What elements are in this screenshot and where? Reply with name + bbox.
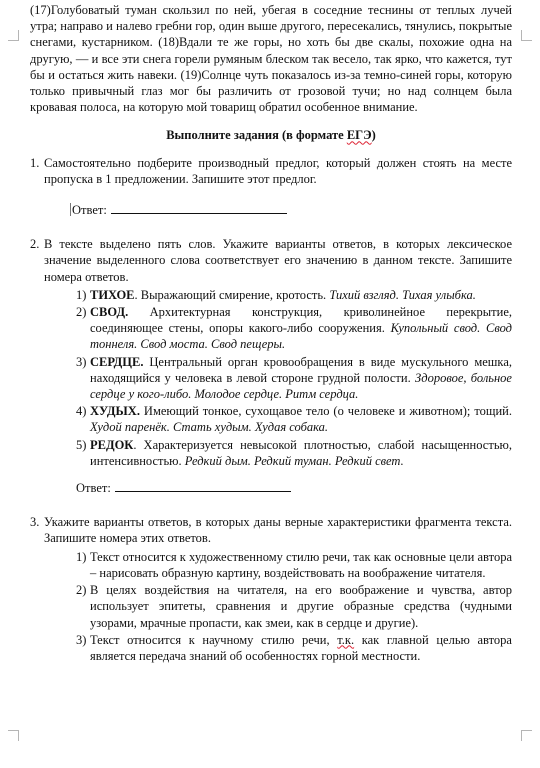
- option-number: 2): [76, 583, 87, 598]
- list-item: [76, 304, 512, 353]
- option-text: В целях воздействия на читателя, на его воображение и чувства, автор использует эпитеты, сравнения и другие образные средства (чудными узорами, мрачные пропасти, как змеи, как в сердце и другие).: [90, 583, 512, 630]
- option-text: [90, 403, 512, 435]
- option-examples: Редкий дым. Редкий туман. Редкий свет.: [184, 453, 404, 468]
- option-text: [90, 632, 512, 664]
- task-text: Самостоятельно подберите производный предлог, который должен стоять на месте пропуска в 1 предложении. Запишите этот предлог.: [44, 155, 512, 186]
- option-word: ТИХОЕ: [90, 287, 135, 302]
- option-text-after: как главной целью автора является передача знаний об особенностях горной местности.: [90, 632, 512, 663]
- option-number: 3): [76, 632, 87, 647]
- answer-blank[interactable]: [115, 479, 291, 492]
- option-text: Текст относится к художественному стилю речи, так как основные цели автора – нарисовать образную картину, воздействовать на воображение читателя.: [90, 549, 512, 580]
- option-number: 5): [76, 437, 87, 452]
- option-text: [90, 354, 512, 403]
- option-number: 3): [76, 354, 87, 369]
- heading-abbreviation: ЕГЭ: [346, 128, 372, 143]
- option-number: 2): [76, 305, 87, 320]
- task-number: 1.: [30, 155, 40, 170]
- answer-line-2[interactable]: [76, 479, 512, 496]
- list-item: [76, 354, 512, 403]
- task-body: [44, 155, 512, 231]
- answer-label: Ответ:: [72, 203, 107, 218]
- option-definition: Имеющий тонкое, сухощавое тело (о человеке и животном); тощий.: [139, 404, 512, 419]
- list-item: [76, 287, 512, 303]
- option-text-before: Текст относится к научному стилю речи,: [90, 632, 338, 647]
- answer-blank[interactable]: [111, 201, 287, 214]
- option-number: 4): [76, 404, 87, 419]
- option-word: СЕРДЦЕ.: [90, 354, 144, 369]
- option-examples: Здоровое, больное сердце у кого-либо. Молодое сердце. Ритм сердца.: [90, 370, 512, 402]
- document-body: [30, 2, 512, 665]
- task-body: [44, 514, 512, 665]
- characteristics-options-list: [44, 549, 512, 664]
- option-examples: Тихий взгляд. Тихая улыбка.: [329, 287, 476, 302]
- task-number: 3.: [30, 515, 40, 530]
- task-text: В тексте выделено пять слов. Укажите варианты ответов, в которых лексическое значение выделенного слова соответствует его значению в данном тексте. Запишите номера ответов.: [44, 237, 512, 284]
- option-text: [90, 437, 512, 469]
- option-number: 1): [76, 549, 87, 564]
- option-text: [90, 304, 512, 353]
- option-definition: . Характеризуется невысокой плотностью, слабой насыщенностью, интенсивностью.: [90, 437, 512, 468]
- word-options-list: [44, 287, 512, 469]
- option-word: РЕДОК: [90, 437, 134, 452]
- list-item: [76, 582, 512, 631]
- option-word: ХУДЫХ.: [90, 404, 140, 419]
- task-text: Укажите варианты ответов, в которых даны верные характеристики фрагмента текста. Запишите номера этих ответов.: [44, 515, 512, 546]
- option-abbreviation: т.к.: [337, 632, 355, 647]
- option-examples: Купольный свод. Свод тоннеля. Свод моста. Свод пещеры.: [90, 321, 513, 352]
- task-1: [30, 155, 512, 231]
- answer-line-1[interactable]: [70, 201, 512, 218]
- list-item: [76, 632, 512, 664]
- list-item: [76, 549, 512, 581]
- option-definition: Центральный орган кровообращения в виде мускульного мешка, находящийся у человека в левой стороне грудной полости.: [90, 354, 512, 385]
- crop-mark-top-right: [521, 30, 532, 41]
- task-number: 2.: [30, 237, 40, 252]
- option-definition: . Выражающий смирение, кротость.: [134, 287, 330, 302]
- text-cursor: [70, 203, 71, 216]
- option-word: СВОД.: [90, 305, 129, 320]
- task-2: [30, 236, 512, 508]
- answer-label: Ответ:: [76, 481, 111, 496]
- intro-paragraph: (17)Голубоватый туман скользил по ней, убегая в соседние теснины от теплых лучей утра; направо и налево гребни гор, один выше другого, пересекались, тянулись, покрытые снегами, кустарником. (18)Вдали те же горы, но хоть бы две скалы, похожие одна на другую, — и все эти снега горели румяным блеском так весело, так ярко, что кажется, тут бы и остаться жить навеки. (19)Солнце чуть показалось из-за темно-синей горы, которую только привычный глаз мог бы различить от грозовой тучи; но над солнцем была кровавая полоса, на которую мой товарищ обратил особенное внимание.: [30, 3, 512, 115]
- task-body: [44, 236, 512, 508]
- option-definition: Архитектурная конструкция, криволинейное перекрытие, соединяющее стены, опоры какого-либо сооружения.: [90, 305, 512, 336]
- crop-mark-bottom-right: [521, 730, 532, 741]
- option-text: [90, 287, 512, 303]
- list-item: [76, 403, 512, 435]
- heading-text-before: Выполните задания (в формате: [166, 128, 347, 143]
- option-number: 1): [76, 287, 87, 302]
- crop-mark-top-left: [8, 30, 19, 41]
- heading-text-after: ): [371, 128, 376, 143]
- list-item: [76, 437, 512, 469]
- task-3: [30, 514, 512, 665]
- crop-mark-bottom-left: [8, 730, 19, 741]
- section-heading: [30, 127, 512, 143]
- option-examples: Худой паренёк. Стать худым. Худая собака.: [90, 420, 329, 435]
